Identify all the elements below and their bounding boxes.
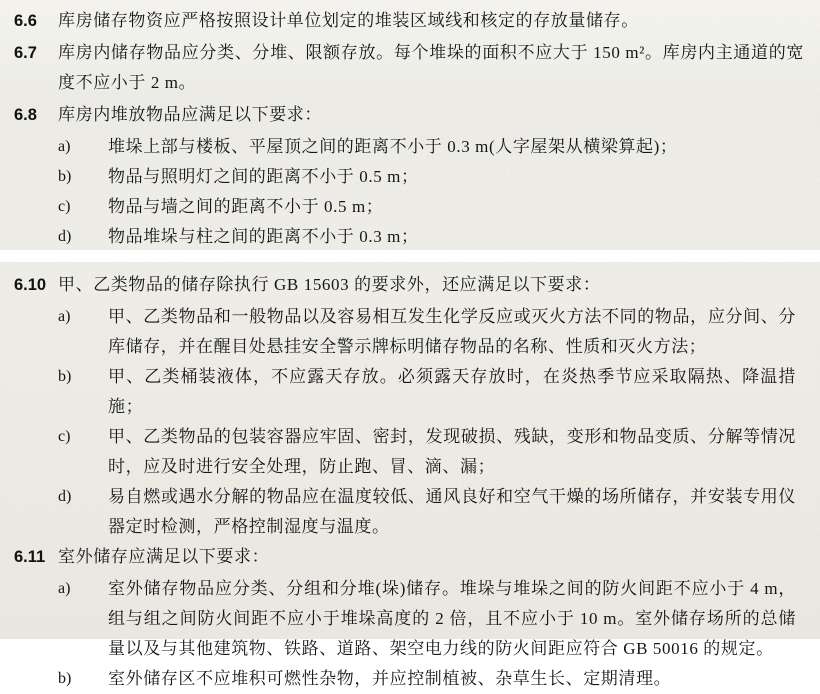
clause-number: 6.11 (14, 548, 46, 566)
list-marker: a) (58, 308, 71, 325)
list-text: 室外储存区不应堆积可燃性杂物，并应控制植被、杂草生长、定期清理。 (108, 669, 672, 688)
list-item (14, 192, 804, 222)
scan-block-top (0, 0, 820, 250)
list-marker: b) (58, 168, 72, 185)
clause-6-6 (14, 6, 804, 36)
scan-block-bottom (0, 262, 820, 688)
list-text: 物品与照明灯之间的距离不小于 0.5 m； (108, 167, 419, 186)
clause-6-11 (14, 542, 804, 572)
list-marker: c) (58, 198, 71, 215)
clause-text: 室外储存应满足以下要求： (58, 547, 270, 566)
list-marker: c) (58, 428, 71, 445)
list-item (14, 422, 804, 482)
list-item (14, 162, 804, 192)
list-marker: b) (58, 670, 72, 687)
clause-6-11-subitems (14, 574, 804, 694)
clause-number: 6.10 (14, 276, 47, 294)
clause-text: 库房内堆放物品应满足以下要求： (58, 105, 322, 124)
clause-number: 6.6 (14, 12, 37, 30)
clause-text: 库房储存物资应严格按照设计单位划定的堆装区域线和核定的存放量储存。 (58, 11, 639, 30)
page-gap-separator (0, 250, 820, 262)
list-marker: d) (58, 488, 72, 505)
list-text: 堆垛上部与楼板、平屋顶之间的距离不小于 0.3 m(人字屋架从横梁算起)； (108, 137, 678, 156)
clause-number: 6.8 (14, 106, 37, 124)
clause-text: 甲、乙类物品的储存除执行 GB 15603 的要求外，还应满足以下要求： (58, 275, 601, 294)
list-text: 物品堆垛与柱之间的距离不小于 0.3 m； (108, 227, 419, 246)
list-marker: b) (58, 368, 72, 385)
clause-number: 6.7 (14, 44, 37, 62)
list-text: 甲、乙类桶装液体，不应露天存放。必须露天存放时，在炎热季节应采取隔热、降温措施； (108, 367, 796, 416)
list-marker: a) (58, 138, 71, 155)
list-item (14, 664, 804, 694)
list-marker: a) (58, 580, 71, 597)
list-text: 易自燃或遇水分解的物品应在温度较低、通风良好和空气干燥的场所储存，并安装专用仪器定时检测，严格控制湿度与温度。 (108, 487, 796, 536)
list-item (14, 222, 804, 252)
list-item (14, 132, 804, 162)
clause-6-10 (14, 270, 804, 300)
clause-text: 库房内储存物品应分类、分堆、限额存放。每个堆垛的面积不应大于 150 m²。库房内主通道的宽度不应小于 2 m。 (58, 43, 804, 92)
list-item (14, 362, 804, 422)
list-marker: d) (58, 228, 72, 245)
clause-6-10-subitems (14, 302, 804, 542)
list-item (14, 574, 804, 664)
list-item (14, 302, 804, 362)
list-text: 甲、乙类物品和一般物品以及容易相互发生化学反应或灭火方法不同的物品，应分间、分库储存，并在醒目处悬挂安全警示牌标明储存物品的名称、性质和灭火方法； (108, 307, 796, 356)
list-text: 物品与墙之间的距离不小于 0.5 m； (108, 197, 384, 216)
list-text: 甲、乙类物品的包装容器应牢固、密封，发现破损、残缺，变形和物品变质、分解等情况时，应及时进行安全处理，防止跑、冒、滴、漏； (108, 427, 796, 476)
list-item (14, 482, 804, 542)
clause-6-8 (14, 100, 804, 130)
clause-6-7 (14, 38, 804, 98)
list-text: 室外储存物品应分类、分组和分堆(垛)储存。堆垛与堆垛之间的防火间距不应小于 4 m，组与组之间防火间距不应小于堆垛高度的 2 倍，且不应小于 10 m。室外储存场所的总储量以及与其他建筑物、铁路、道路、架空电力线的防火间距应符合 GB 50016 的规定。 (108, 579, 796, 658)
